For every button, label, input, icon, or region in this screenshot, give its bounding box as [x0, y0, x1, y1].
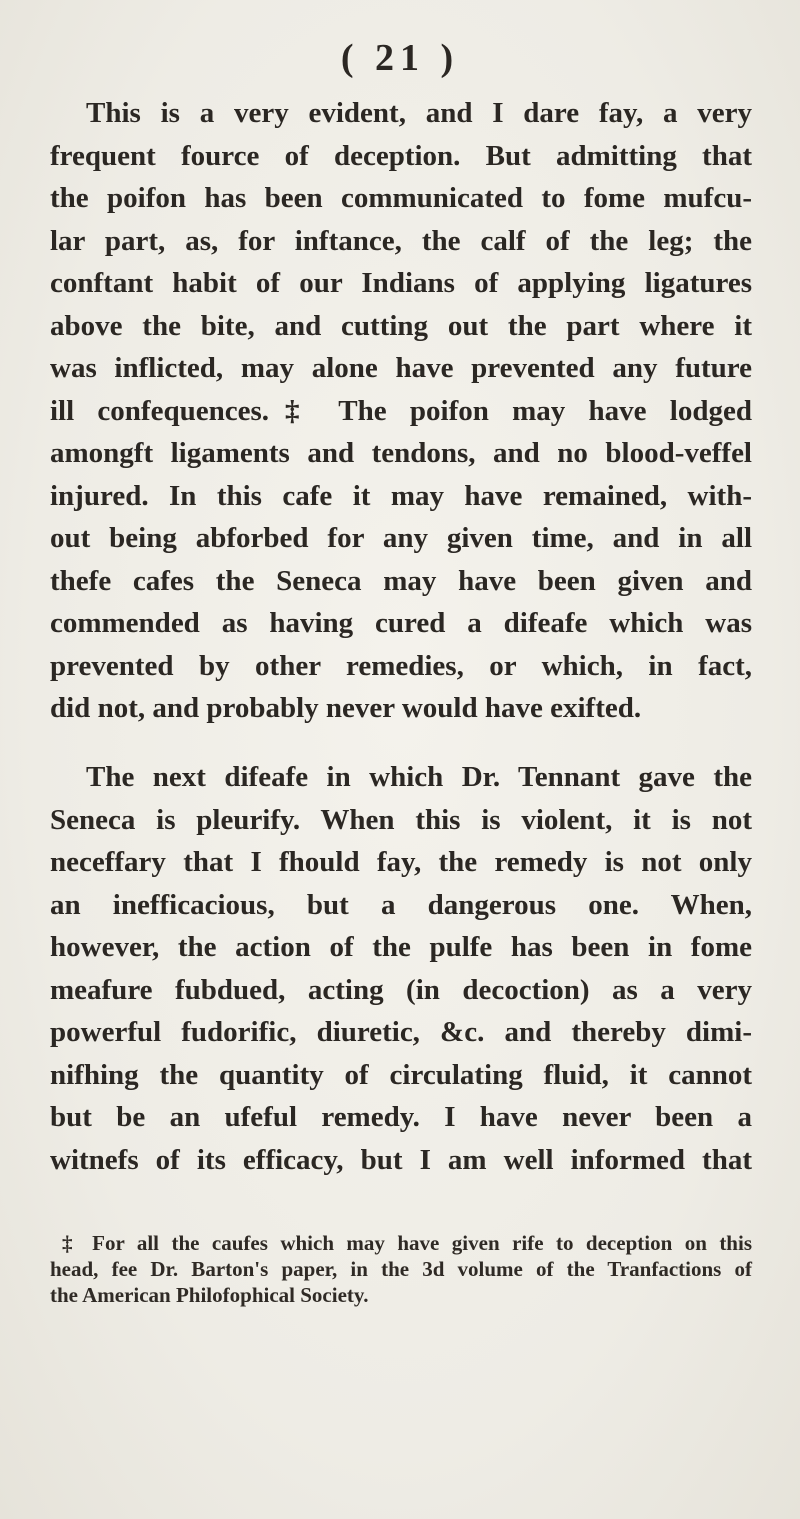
- paragraph-2: [50, 756, 752, 1181]
- footnote-line: head, fee Dr. Barton's paper, in the 3d volume of the Tranfactions of: [50, 1257, 752, 1281]
- text-line: commended as having cured a difeafe which was: [50, 607, 752, 639]
- text-line: but be an ufeful remedy. I have never been a: [50, 1101, 752, 1133]
- paragraph-1: [50, 92, 752, 730]
- text-line: out being abforbed for any given time, and in all: [50, 522, 752, 554]
- text-line: This is a very evident, and I dare fay, a very: [86, 97, 752, 129]
- text-line: an inefficacious, but a dangerous one. When,: [50, 888, 752, 921]
- text-line: lar part, as, for inftance, the calf of the leg; the: [50, 224, 752, 257]
- text-line: ill confequences.‡ The poifon may have lodged: [50, 394, 752, 427]
- text-line: prevented by other remedies, or which, in fact,: [50, 649, 752, 682]
- text-line: conftant habit of our Indians of applying ligatures: [50, 267, 752, 299]
- text-line: powerful fudorific, diuretic, &c. and thereby dimi-: [50, 1016, 752, 1048]
- page-number: ( 21 ): [340, 37, 460, 79]
- text-line: neceffary that I fhould fay, the remedy is not only: [50, 846, 752, 878]
- text-line: thefe cafes the Seneca may have been given and: [50, 564, 752, 597]
- text-line: was inflicted, may alone have prevented any future: [50, 352, 752, 384]
- text-line: amongft ligaments and tendons, and no blood-veffel: [50, 437, 752, 469]
- text-line: however, the action of the pulfe has been in fome: [50, 931, 752, 963]
- text-line: witnefs of its efficacy, but I am well informed that: [50, 1143, 752, 1176]
- text-line: above the bite, and cutting out the part where it: [50, 309, 752, 342]
- text-line: frequent fource of deception. But admitting that: [50, 139, 752, 172]
- text-line: did not, and probably never would have exifted.: [50, 692, 642, 724]
- footnote: [50, 1230, 752, 1308]
- text-line: injured. In this cafe it may have remained, with-: [50, 479, 752, 512]
- text-line: The next difeafe in which Dr. Tennant gave the: [86, 761, 752, 793]
- text-line: nifhing the quantity of circulating fluid, it cannot: [50, 1058, 752, 1091]
- text-line: Seneca is pleurify. When this is violent, it is not: [50, 803, 752, 836]
- text-line: the poifon has been communicated to fome mufcu-: [50, 182, 752, 214]
- text-line: meafure fubdued, acting (in decoction) as a very: [50, 973, 752, 1006]
- footnote-line: ‡ For all the caufes which may have given rife to deception on this: [62, 1231, 752, 1255]
- footnote-line: the American Philofophical Society.: [50, 1283, 369, 1307]
